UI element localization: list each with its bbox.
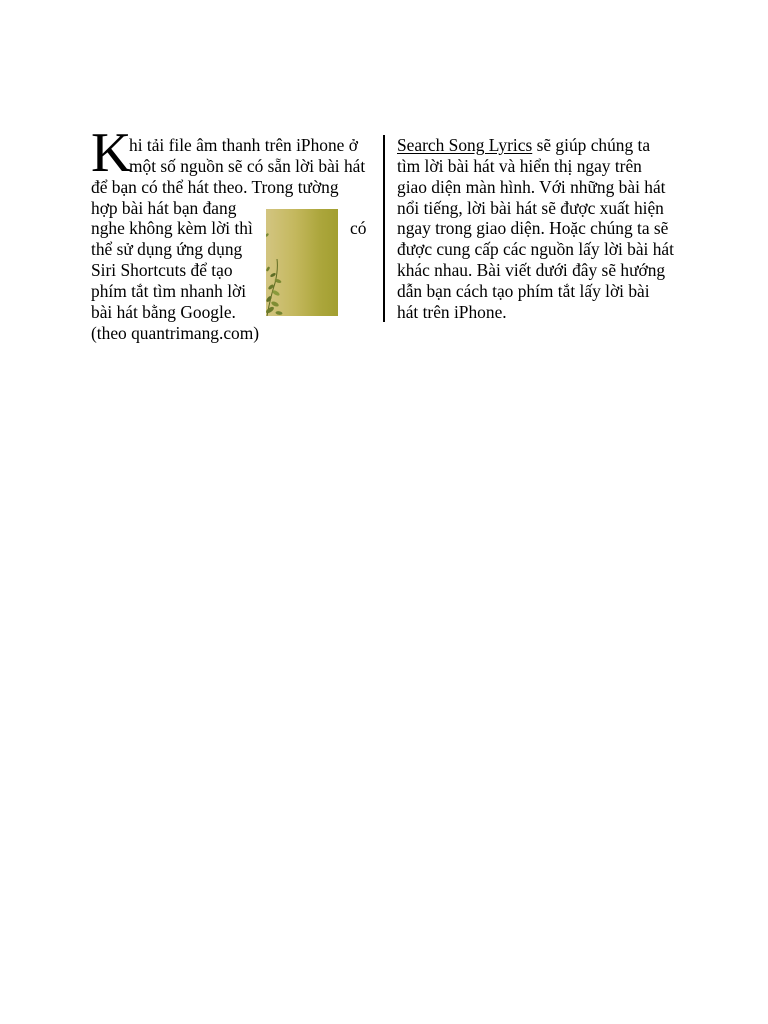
left-column-line: thể sử dụng ứng dụng	[91, 239, 243, 260]
inline-image	[266, 209, 338, 316]
left-column-line: hợp bài hát bạn đang	[91, 197, 237, 218]
left-column-line: một số nguồn sẽ có sẵn lời bài hát	[129, 155, 366, 176]
leaf-decoration	[266, 209, 338, 316]
left-column-line: Siri Shortcuts để tạo	[91, 260, 233, 281]
right-column-line: hát trên iPhone.	[397, 301, 507, 322]
right-column-line	[397, 135, 697, 156]
search-song-lyrics-link[interactable]: Search Song Lyrics	[397, 135, 533, 155]
left-column-line: để bạn có thể hát theo. Trong tường	[91, 176, 339, 197]
right-column-line: nổi tiếng, lời bài hát sẽ được xuất hiện	[397, 197, 664, 218]
right-column-line: ngay trong giao diện. Hoặc chúng ta sẽ	[397, 218, 669, 239]
right-column-line: dẫn bạn cách tạo phím tắt lấy lời bài	[397, 280, 650, 301]
left-column-line: nghe không kèm lời thì	[91, 218, 253, 239]
left-column-line: phím tắt tìm nhanh lời	[91, 280, 247, 301]
left-column-line: bài hát bằng Google.	[91, 301, 236, 322]
right-column-line: khác nhau. Bài viết dưới đây sẽ hướng	[397, 260, 666, 281]
left-column-line: hi tải file âm thanh trên iPhone ở	[129, 135, 358, 155]
right-column-line: được cung cấp các nguồn lấy lời bài hát	[397, 239, 674, 260]
right-column-text	[397, 135, 697, 325]
column-divider	[383, 135, 385, 322]
right-column-line-text: sẽ giúp chúng ta	[532, 135, 651, 155]
right-column-line: tìm lời bài hát và hiển thị ngay trên	[397, 155, 642, 176]
drop-cap-letter: K	[91, 122, 132, 184]
wrapped-word: có	[350, 218, 367, 239]
left-column-line: (theo quantrimang.com)	[91, 322, 260, 343]
right-column-line: giao diện màn hình. Với những bài hát	[397, 176, 666, 197]
